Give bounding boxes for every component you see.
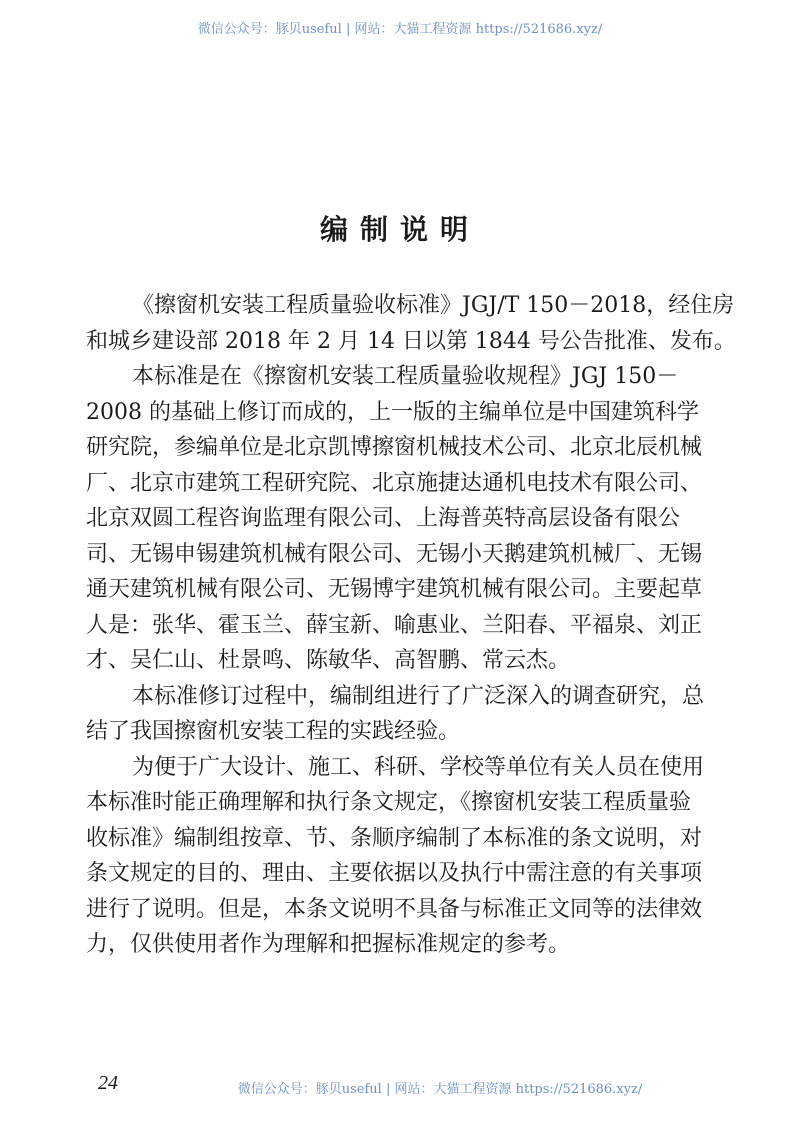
watermark-header: 微信公众号：豚贝useful | 网站：大猫工程资源 https://521686.xyz/ — [197, 22, 603, 37]
text-line: 本标准是在《擦窗机安装工程质量验收规程》JGJ 150－ — [132, 364, 679, 389]
text-line: 北京双圆工程咨询监理有限公司、上海普英特高层设备有限公 — [86, 506, 681, 531]
page-title: 编制说明 — [319, 213, 480, 246]
text-line: 研究院，参编单位是北京凯博擦窗机械技术公司、北京北辰机械 — [86, 435, 703, 460]
text-line: 《擦窗机安装工程质量验收标准》JGJ/T 150－2018，经住房 — [132, 293, 735, 318]
text-line: 收标准》编制组按章、节、条顺序编制了本标准的条文说明，对 — [86, 825, 703, 851]
text-line: 才、吴仁山、杜景鸣、陈敏华、高智鹏、常云杰。 — [86, 648, 571, 673]
page-number: 24 — [98, 1072, 118, 1094]
text-line: 2008 的基础上修订而成的，上一版的主编单位是中国建筑科学 — [86, 399, 699, 425]
paragraph — [86, 288, 736, 359]
text-line: 厂、北京市建筑工程研究院、北京施捷达通机电技术有限公司、 — [86, 470, 703, 496]
text-line: 人是：张华、霍玉兰、薛宝新、喻惠业、兰阳春、平福泉、刘正 — [86, 612, 703, 638]
text-line: 为便于广大设计、施工、科研、学校等单位有关人员在使用 — [132, 754, 705, 780]
text-line: 本标准修订过程中，编制组进行了广泛深入的调查研究，总 — [132, 683, 705, 709]
text-line: 力，仅供使用者作为理解和把握标准规定的参考。 — [86, 932, 571, 957]
paragraph — [86, 679, 705, 750]
text-line: 结了我国擦窗机安装工程的实践经验。 — [86, 719, 461, 744]
paragraph — [86, 359, 703, 679]
text-line: 进行了说明。但是，本条文说明不具备与标准正文同等的法律效 — [86, 896, 703, 922]
text-line: 条文规定的目的、理由、主要依据以及执行中需注意的有关事项 — [86, 861, 703, 886]
text-line: 本标准时能正确理解和执行条文规定，《擦窗机安装工程质量验 — [86, 790, 692, 815]
watermark-footer: 微信公众号：豚贝useful | 网站：大猫工程资源 https://521686.xyz/ — [237, 1082, 643, 1097]
body-text — [86, 288, 736, 963]
text-line: 通天建筑机械有限公司、无锡博宇建筑机械有限公司。主要起草 — [86, 577, 703, 602]
text-line: 司、无锡申锡建筑机械有限公司、无锡小天鹅建筑机械厂、无锡 — [86, 541, 703, 567]
paragraph — [86, 750, 705, 963]
text-line: 和城乡建设部 2018 年 2 月 14 日以第 1844 号公告批准、发布。 — [86, 328, 736, 354]
